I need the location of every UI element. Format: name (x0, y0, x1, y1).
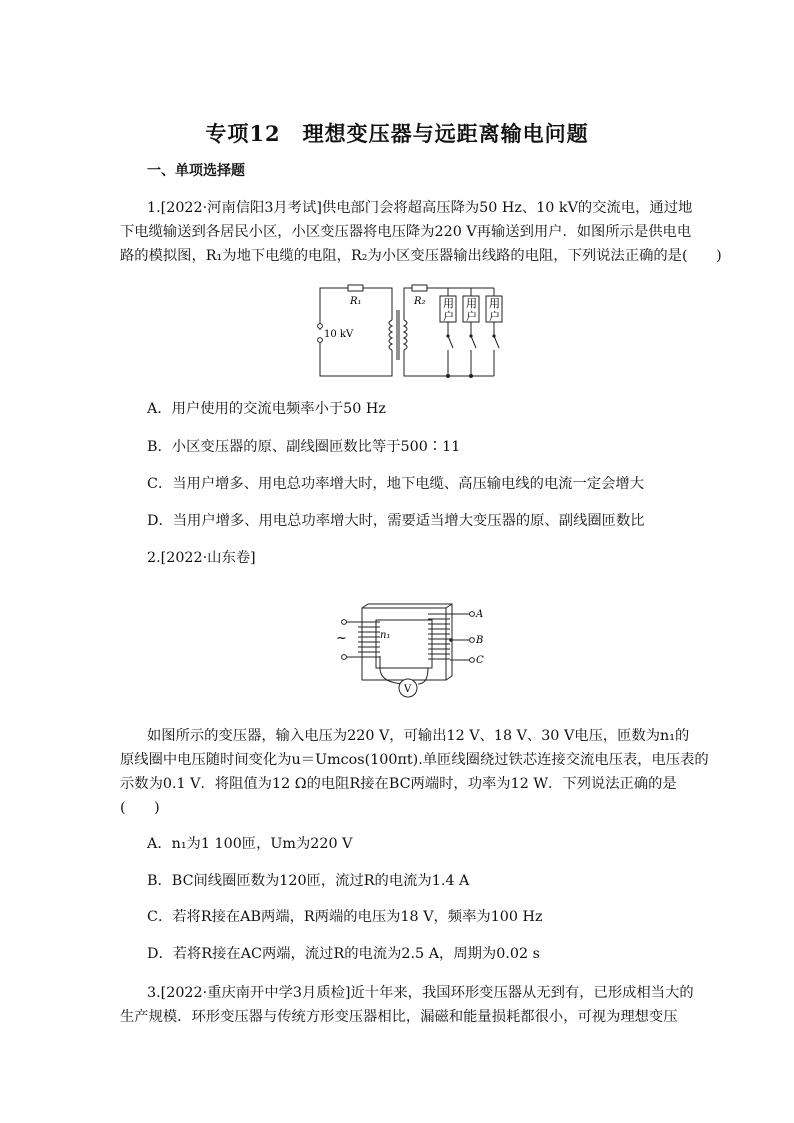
transformer-figure (330, 600, 490, 700)
q1-option-d: D．当用户增多、用电总功率增大时，需要适当增大变压器的原、副线圈匝数比 (147, 513, 645, 529)
page-title: 专项12 理想变压器与远距离输电问题 (205, 121, 589, 146)
q2-line-1: 如图所示的变压器，输入电压为220 V，可输出12 V、18 V、30 V电压，匝数为n₁的 (147, 728, 690, 744)
q3-line-1: 3.[2022·重庆南开中学3月质检]近十年来，我国环形变压器从无到有，已形成相当大的 (147, 985, 694, 1001)
q1-line-2: 下电缆输送到各居民小区，小区变压器将电压降为220 V再输送到用户．如图所示是供电电 (120, 224, 692, 240)
terminal-b: B (476, 635, 484, 646)
question-3-text (120, 981, 694, 1029)
user-1-top: 用 (443, 297, 454, 310)
user-3-top: 用 (489, 297, 500, 310)
label-10kv: 10 kV (324, 329, 354, 340)
q2-heading: 2.[2022·山东卷] (147, 550, 256, 566)
voltmeter-label: V (404, 684, 412, 695)
power-circuit-figure (308, 280, 508, 380)
section-heading: 一、单项选择题 (147, 163, 245, 179)
q3-line-2: 生产规模．环形变压器与传统方形变压器相比，漏磁和能量损耗都很小，可视为理想变压 (120, 1009, 678, 1025)
user-2-bottom: 户 (466, 310, 477, 323)
q2-line-2: 原线圈中电压随时间变化为u＝Umcos(100πt).单匝线圈绕过铁芯连接交流电压表，电压表的 (120, 752, 709, 768)
q1-option-b: B．小区变压器的原、副线圈匝数比等于500∶11 (147, 439, 461, 455)
q1-line-1: 1.[2022·河南信阳3月考试]供电部门会将超高压降为50 Hz、10 kV的交流电，通过地 (147, 200, 693, 216)
q2-option-b: B．BC间线圈匝数为120匝，流过R的电流为1.4 A (147, 873, 470, 889)
terminal-c: C (476, 655, 484, 666)
q2-option-c: C．若将R接在AB两端，R两端的电压为18 V，频率为100 Hz (147, 909, 543, 925)
q2-line-4: ( ) (120, 800, 160, 816)
label-n1: n₁ (380, 630, 391, 641)
label-r1: R₁ (350, 296, 362, 307)
q1-line-3: 路的模拟图，R₁为地下电缆的电阻，R₂为小区变压器输出线路的电阻，下列说法正确的是( ) (120, 248, 722, 264)
terminal-a: A (476, 609, 484, 620)
question-1-text (120, 196, 722, 268)
user-1-bottom: 户 (443, 310, 454, 323)
label-r2: R₂ (414, 296, 426, 307)
q1-option-a: A．用户使用的交流电频率小于50 Hz (147, 401, 386, 417)
q2-option-a: A．n₁为1 100匝，Um为220 V (147, 836, 353, 852)
ac-source-symbol: ~ (336, 631, 347, 646)
q2-line-3: 示数为0.1 V．将阻值为12 Ω的电阻R接在BC两端时，功率为12 W．下列说法正确的是 (120, 776, 677, 792)
q2-option-d: D．若将R接在AC两端，流过R的电流为2.5 A，周期为0.02 s (147, 946, 540, 962)
q1-option-c: C．当用户增多、用电总功率增大时，地下电缆、高压输电线的电流一定会增大 (147, 476, 645, 492)
user-2-top: 用 (466, 297, 477, 310)
user-3-bottom: 户 (489, 310, 500, 323)
question-2-text (120, 724, 709, 820)
